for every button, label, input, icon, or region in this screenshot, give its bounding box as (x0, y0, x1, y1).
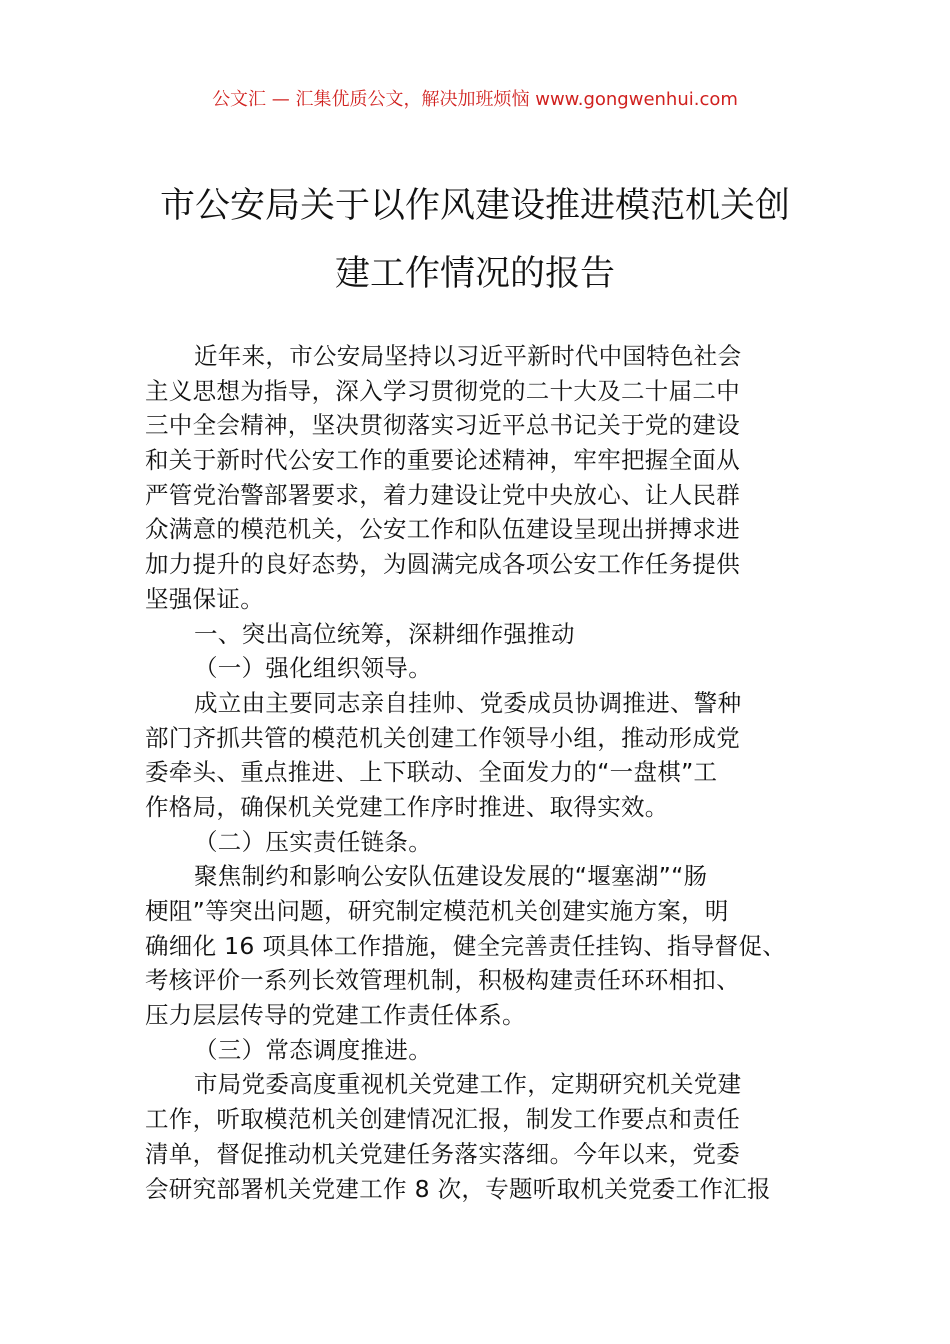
body-text-line: 压力层层传导的党建工作责任体系。 (145, 1001, 526, 1030)
title-line: 市公安局关于以作风建设推进模范机关创 (159, 186, 790, 226)
body-text-line: 市局党委高度重视机关党建工作，定期研究机关党建 (194, 1070, 742, 1099)
body-text-line: （二）压实责任链条。 (194, 827, 432, 856)
body-text-line: 清单，督促推动机关党建任务落实落细。今年以来，党委 (145, 1139, 740, 1168)
body-text-line: 会研究部署机关党建工作 8 次，专题听取机关党委工作汇报 (145, 1174, 771, 1203)
body-text-line: 委牵头、重点推进、上下联动、全面发力的“一盘棋”工 (145, 758, 718, 787)
body-text-line: （三）常态调度推进。 (194, 1035, 432, 1064)
document-title (0, 172, 950, 308)
body-text-line: （一）强化组织领导。 (194, 654, 432, 683)
body-text-line: 加力提升的良好态势，为圆满完成各项公安工作任务提供 (145, 550, 740, 579)
body-text-line: 一、突出高位统筹，深耕细作强推动 (194, 619, 575, 648)
body-text-line: 三中全会精神，坚决贯彻落实习近平总书记关于党的建设 (145, 411, 740, 440)
body-text-line: 考核评价一系列长效管理机制，积极构建责任环环相扣、 (145, 966, 740, 995)
site-banner: 公文汇 — 汇集优质公文，解决加班烦恼 www.gongwenhui.com (212, 89, 738, 110)
body-text-line: 坚强保证。 (145, 584, 264, 613)
body-text-line: 主义思想为指导，深入学习贯彻党的二十大及二十届二中 (145, 376, 740, 405)
body-text-line: 和关于新时代公安工作的重要论述精神，牢牢把握全面从 (145, 446, 740, 475)
body-text-line: 作格局，确保机关党建工作序时推进、取得实效。 (145, 792, 669, 821)
body-text-line: 众满意的模范机关，公安工作和队伍建设呈现出拼搏求进 (145, 515, 740, 544)
body-text-line: 严管党治警部署要求，着力建设让党中央放心、让人民群 (145, 480, 740, 509)
body-text-line: 聚焦制约和影响公安队伍建设发展的“堰塞湖”“肠 (194, 862, 708, 891)
body-text-line: 梗阻”等突出问题，研究制定模范机关创建实施方案，明 (145, 897, 729, 925)
body-text-line: 成立由主要同志亲自挂帅、党委成员协调推进、警种 (194, 688, 742, 717)
body-text-line: 近年来，市公安局坚持以习近平新时代中国特色社会 (194, 342, 742, 370)
body-text-line: 部门齐抓共管的模范机关创建工作领导小组，推动形成党 (145, 723, 740, 752)
body-text-line: 工作，听取模范机关创建情况汇报，制发工作要点和责任 (145, 1105, 740, 1134)
title-line: 建工作情况的报告 (334, 254, 615, 294)
body-text-line: 确细化 16 项具体工作措施，健全完善责任挂钩、指导督促、 (145, 931, 787, 960)
document-body (145, 339, 825, 1206)
